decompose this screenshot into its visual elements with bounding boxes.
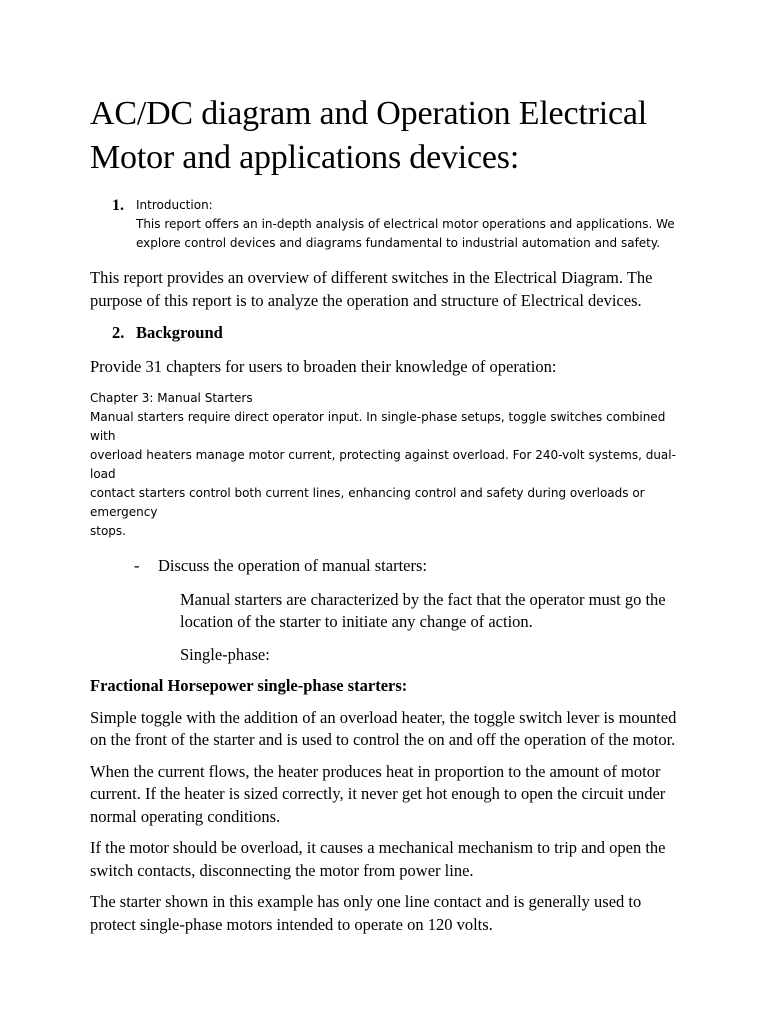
body-paragraph: Simple toggle with the addition of an overload heater, the toggle switch lever is mounted on the front of the starter and is used to control the on and off the operation of the motor. [90,707,677,749]
section-heading: Background [136,323,223,342]
intro-line: This report offers an in-depth analysis of electrical motor operations and applications. We [136,217,675,231]
bullet-text: Discuss the operation of manual starters: [158,555,427,575]
overview-paragraph: This report provides an overview of different switches in the Electrical Diagram. The purpose of this report is to analyze the operation and structure of Electrical devices. [90,268,653,310]
section-background [90,322,690,346]
single-phase-label: Single-phase: [180,644,270,664]
document-title: AC/DC diagram and Operation Electrical Motor and applications devices: [90,95,647,176]
section-introduction [90,196,690,253]
body-paragraph: If the motor should be overload, it causes a mechanical mechanism to trip and open the switch contacts, disconnecting the motor from power line. [90,838,666,880]
chapter-line: overload heaters manage motor current, protecting against overload. For 240-volt systems, dual-load [90,447,676,481]
body-paragraph: The starter shown in this example has only one line contact and is generally used to protect single-phase motors intended to operate on 120 volts. [90,892,642,934]
fractional-heading: Fractional Horsepower single-phase starters: [90,676,408,695]
chapter-line: stops. [90,523,126,538]
chapter-line: Manual starters require direct operator input. In single-phase setups, toggle switches combined with [90,409,666,443]
section-heading: Introduction: [136,198,213,212]
intro-line: explore control devices and diagrams fundamental to industrial automation and safety. [136,236,661,250]
bullet-item [90,555,690,579]
chapter-line: contact starters control both current lines, enhancing control and safety during overloads or emergency [90,485,645,519]
document-page [90,92,690,936]
chapter-heading: Chapter 3: Manual Starters [90,390,253,405]
chapter-3-block [90,389,690,541]
chapters-paragraph: Provide 31 chapters for users to broaden their knowledge of operation: [90,357,557,376]
section-number: 1. [112,197,124,214]
manual-starters-paragraph: Manual starters are characterized by the fact that the operator must go the location of the starter to initiate any change of action. [180,589,666,631]
bullet-marker: - [134,555,140,575]
body-paragraph: When the current flows, the heater produces heat in proportion to the amount of motor current. If the heater is sized correctly, it never get hot enough to open the circuit under normal operating conditions. [90,761,666,826]
section-number: 2. [112,323,125,342]
